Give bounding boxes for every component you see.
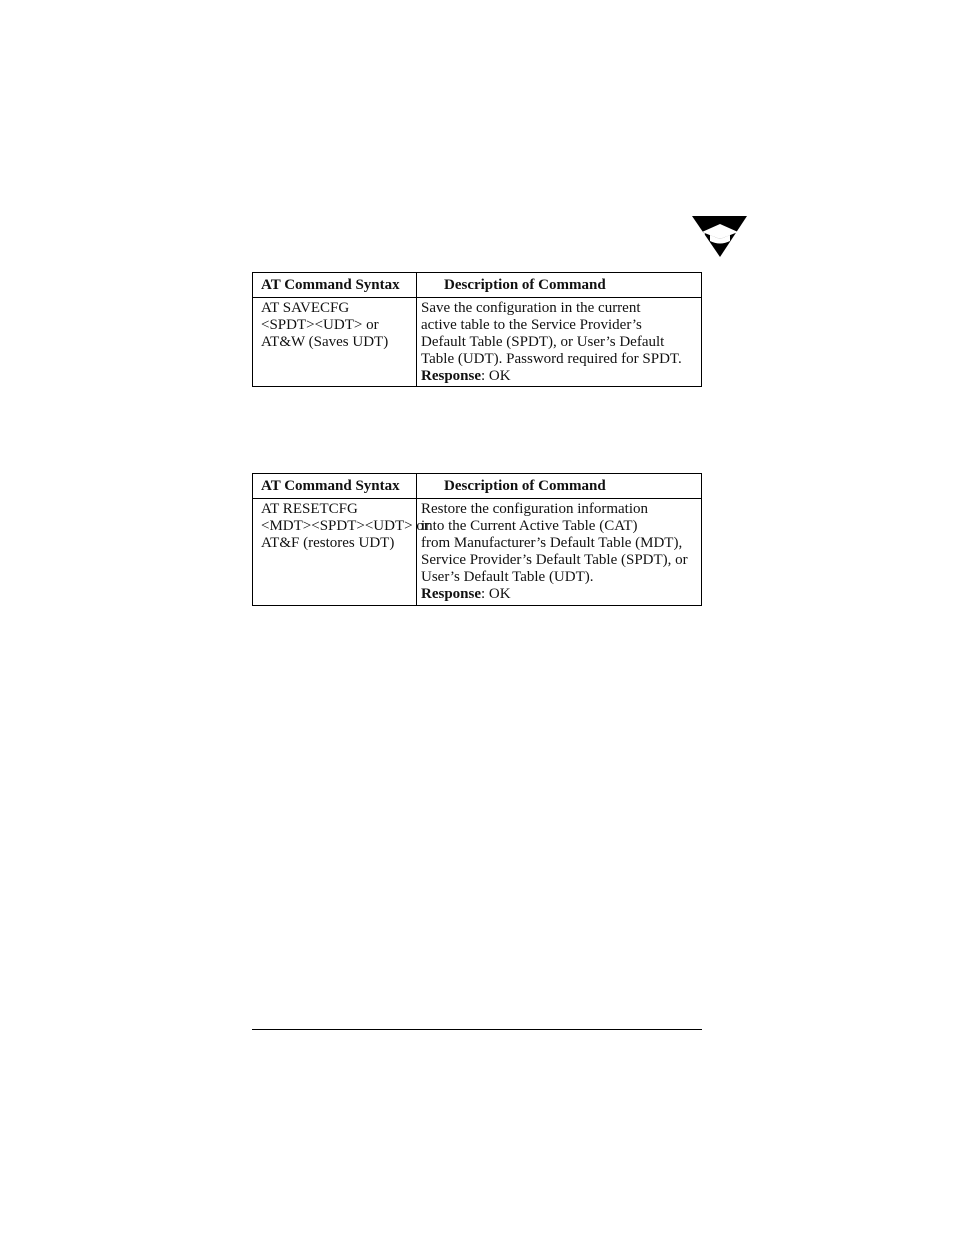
description-line: Default Table (SPDT), or User’s Default [421,334,665,350]
table-header-row [253,474,702,499]
graduation-cap-triangle-icon [692,214,748,258]
syntax-line: AT&W (Saves UDT) [261,334,389,350]
description-line: from Manufacturer’s Default Table (MDT), [421,535,683,551]
savecfg-command-table [252,272,702,387]
description-line: into the Current Active Table (CAT) [421,518,638,534]
syntax-line: AT&F (restores UDT) [261,535,395,551]
syntax-cell [253,298,417,387]
column-header-description: Description of Command [417,474,702,499]
response-value: : OK [481,586,511,602]
description-cell [417,298,702,387]
syntax-line: <SPDT><UDT> or [261,317,379,333]
response-line [421,368,697,385]
description-line: User’s Default Table (UDT). [421,569,594,585]
description-line: active table to the Service Provider’s [421,317,642,333]
response-label: Response [421,586,482,602]
description-line: Restore the configuration information [421,501,649,517]
description-cell [417,499,702,606]
table-row [253,499,702,606]
table-header-row [253,273,702,298]
footer-divider [252,1029,702,1030]
response-value: : OK [481,368,511,384]
syntax-cell [253,499,429,606]
syntax-line: AT RESETCFG [261,501,358,517]
description-line: Save the configuration in the current [421,300,641,316]
description-line: Service Provider’s Default Table (SPDT), or [421,552,688,568]
response-line [421,586,697,603]
description-line: Table (UDT). Password required for SPDT. [421,351,682,367]
syntax-line: AT SAVECFG [261,300,350,316]
response-label: Response [421,368,482,384]
table-row [253,298,702,387]
syntax-line: <MDT><SPDT><UDT> or [261,518,429,534]
column-header-syntax: AT Command Syntax [253,273,417,298]
column-header-description: Description of Command [417,273,702,298]
column-header-syntax: AT Command Syntax [253,474,417,499]
resetcfg-command-table [252,473,702,606]
